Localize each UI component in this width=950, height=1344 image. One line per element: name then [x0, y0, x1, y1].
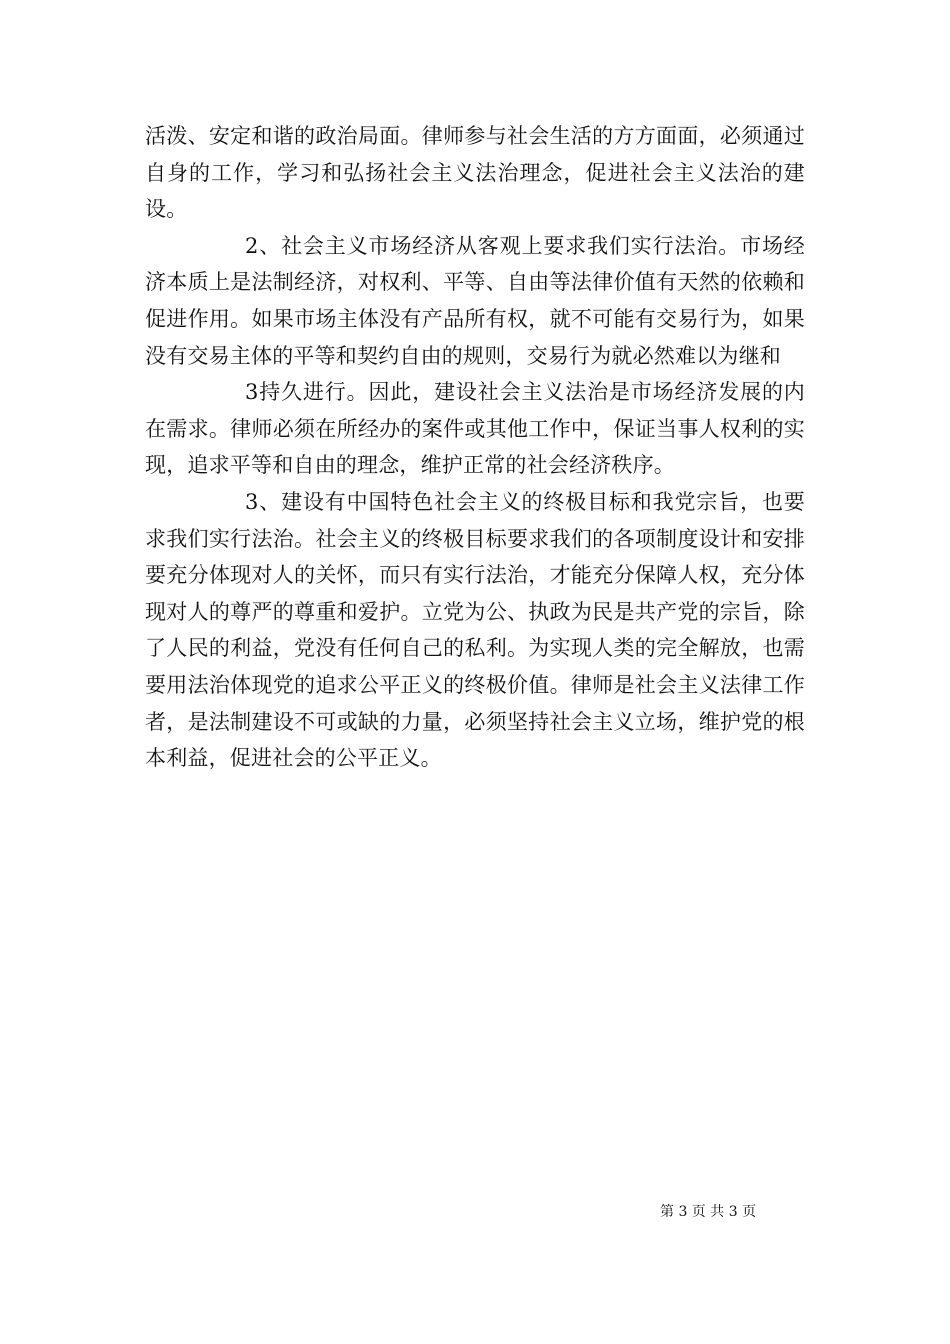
paragraph-point-3: 3、建设有中国特色社会主义的终极目标和我党宗旨，也要求我们实行法治。社会主义的终极目标要求我们的各项制度设计和安排要充分体现对人的关怀，而只有实行法治，才能充分保障人权，充分体现对人的尊严的尊重和爱护。立党为公、执政为民是共产党的宗旨，除了人民的利益，党没有任何自己的私利。为实现人类的完全解放，也需要用法治体现党的追求公平正义的终极价值。律师是社会主义法律工作者，是法制建设不可或缺的力量，必须坚持社会主义立场，维护党的根本利益，促进社会的公平正义。 [145, 489, 805, 771]
page-number-footer: 第 3 页 共 3 页 [660, 1204, 757, 1220]
paragraph-continuation: 活泼、安定和谐的政治局面。律师参与社会生活的方方面面，必须通过自身的工作，学习和弘扬社会主义法治理念，促进社会主义法治的建设。 [145, 124, 805, 222]
paragraph-point-2: 2、社会主义市场经济从客观上要求我们实行法治。市场经济本质上是法制经济，对权利、平等、自由等法律价值有天然的依赖和促进作用。如果市场主体没有产品所有权，就不可能有交易行为，如果没有交易主体的平等和契约自由的规则，交易行为就必然难以为继和 [145, 233, 805, 368]
document-body [145, 118, 805, 777]
paragraph-point-2-continued: 3持久进行。因此，建设社会主义法治是市场经济发展的内在需求。律师必须在所经办的案件或其他工作中，保证当事人权利的实现，追求平等和自由的理念，维护正常的社会经济秩序。 [145, 380, 805, 478]
